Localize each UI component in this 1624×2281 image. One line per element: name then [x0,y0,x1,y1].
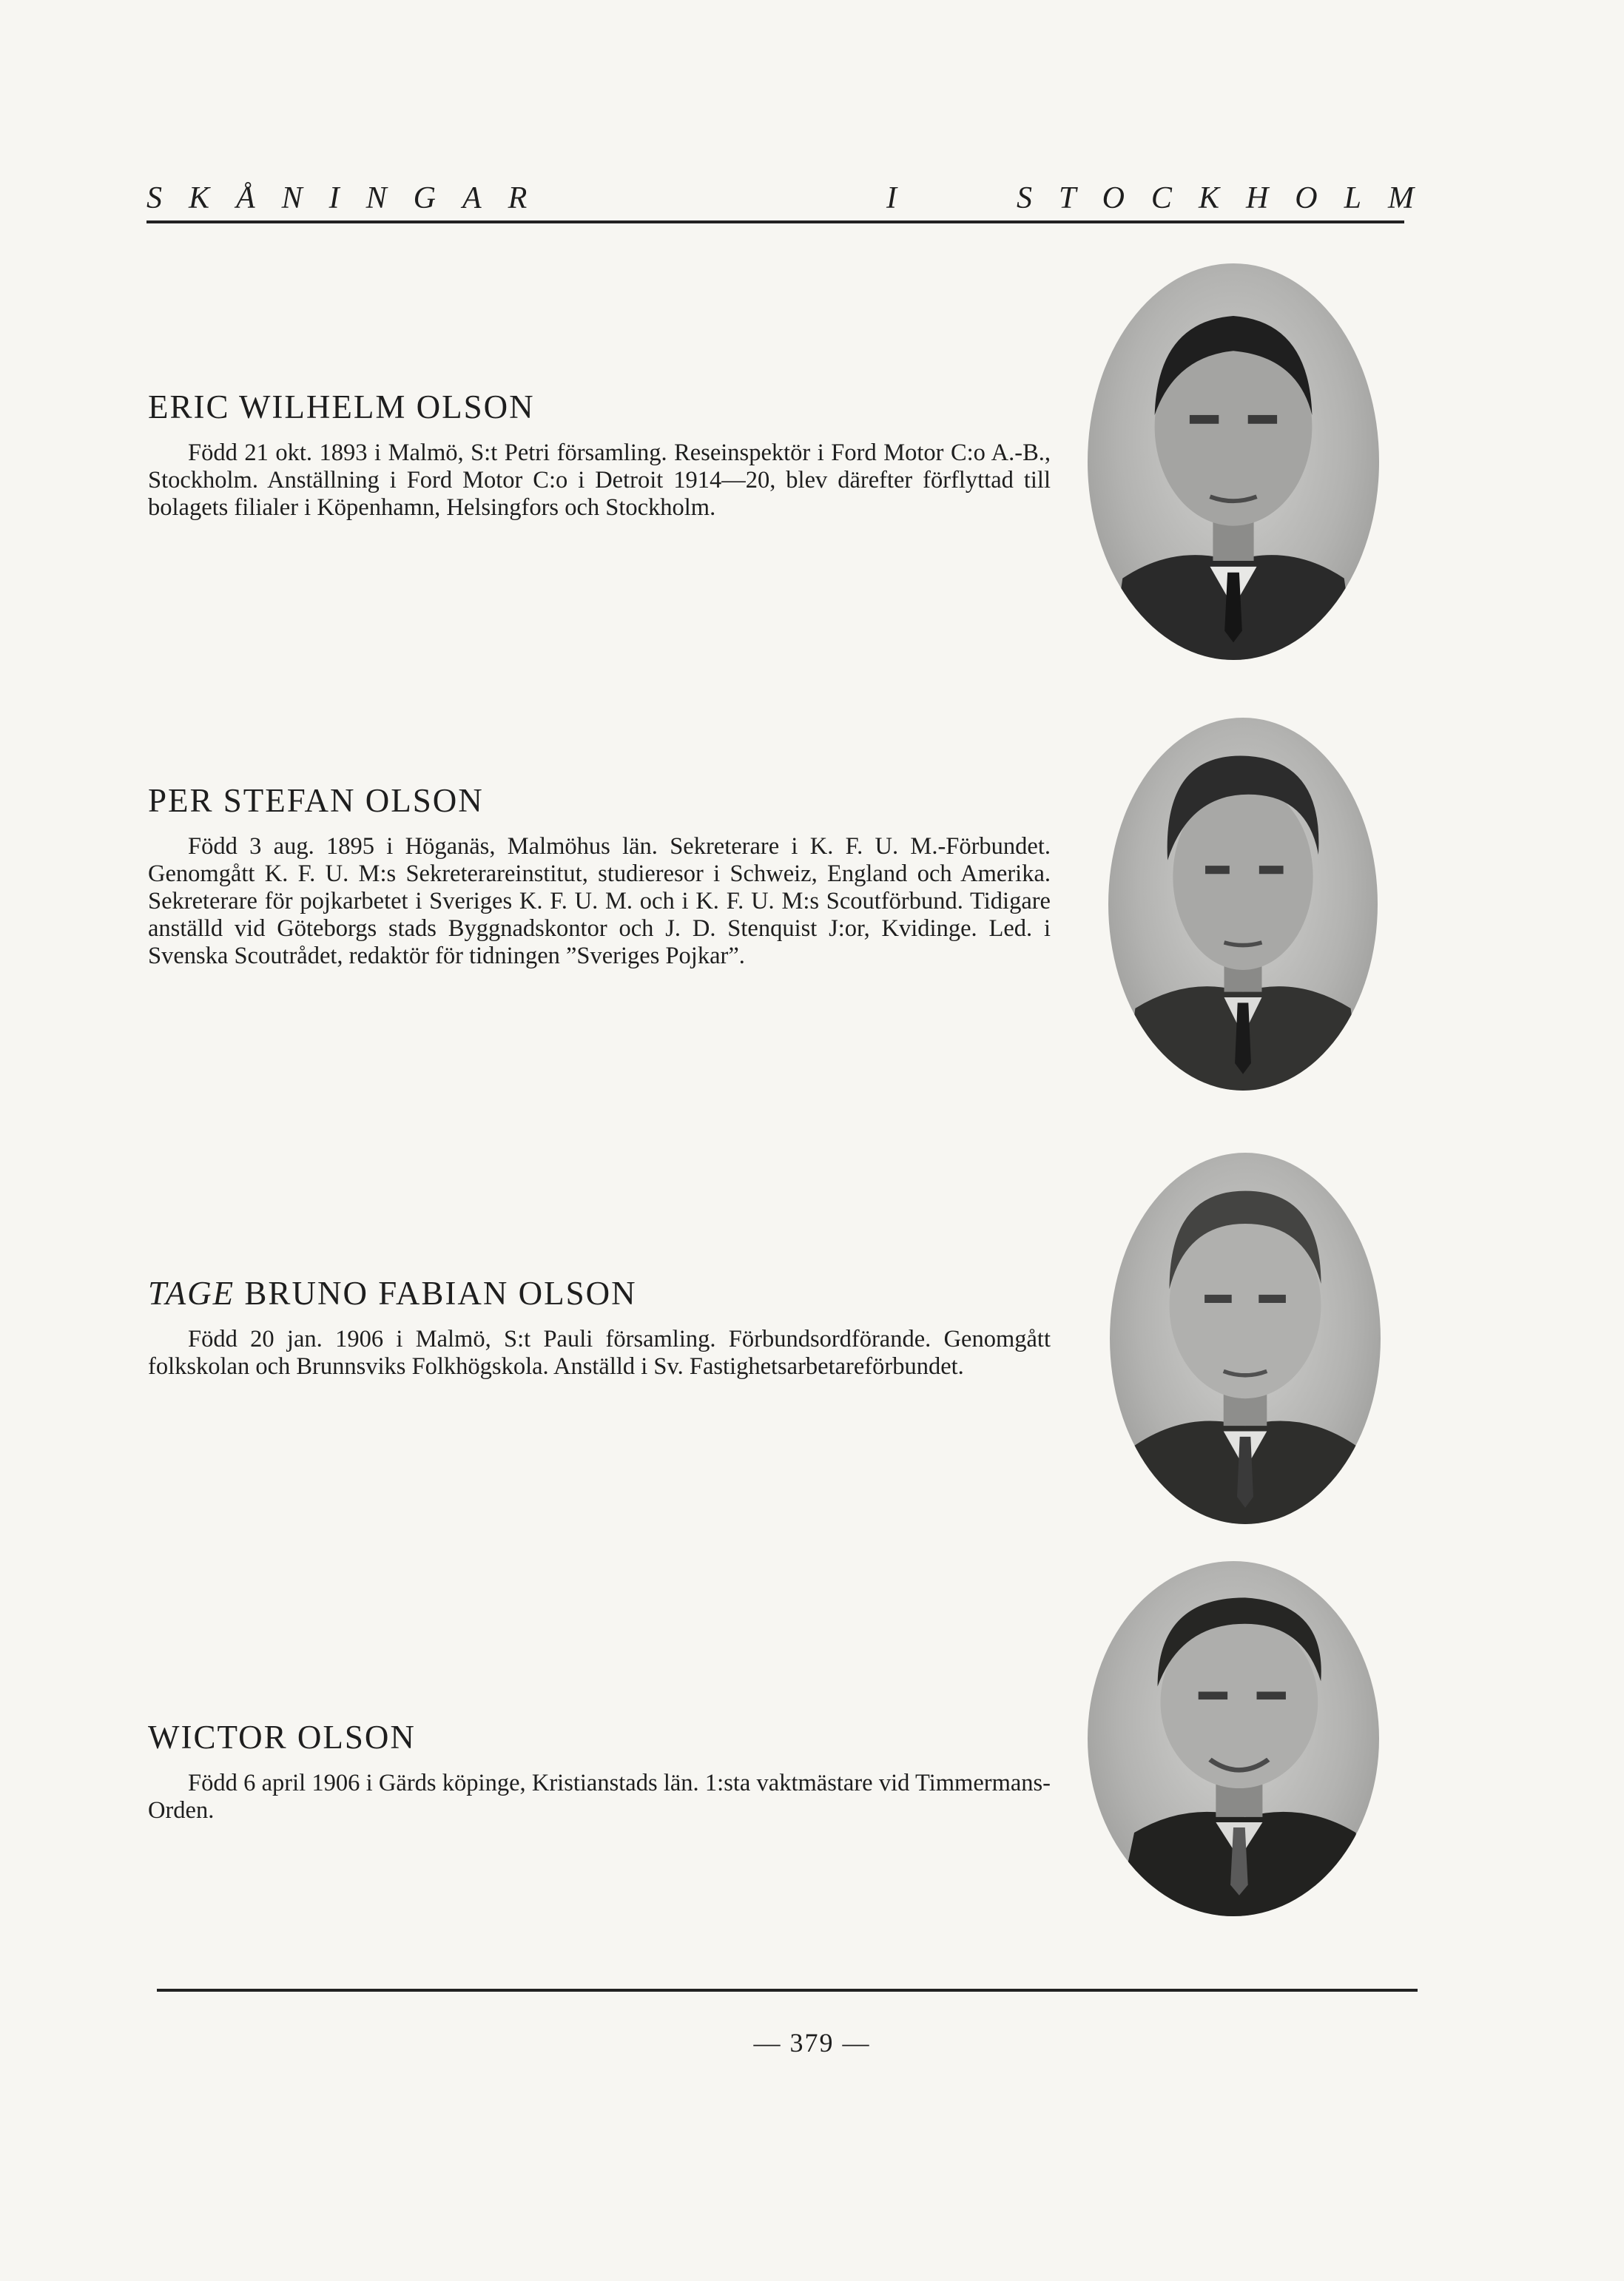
running-head-left: SKÅNINGAR [146,181,554,215]
biography-text: Född 6 april 1906 i Gärds köpinge, Kristianstads län. 1:sta vaktmästare vid Timmermans-Orden. [148,1770,1051,1824]
running-head-right: STOCKHOLM [1017,181,1441,215]
running-head-middle: I [886,181,897,215]
portrait-illustration [1110,1153,1381,1524]
biography-entry [148,781,1051,970]
person-name: WICTOR OLSON [148,1719,416,1756]
portrait-illustration [1108,718,1378,1091]
biography-entry [148,388,1051,522]
page-number: — 379 — [753,2028,871,2058]
person-name: ERIC WILHELM OLSON [148,388,535,425]
portrait-photo [1088,263,1379,660]
person-name: TAGE BRUNO FABIAN OLSON [148,1275,637,1312]
portrait-illustration [1088,263,1379,660]
biography-entry [148,1274,1051,1381]
portrait-photo [1088,1561,1379,1916]
person-name: PER STEFAN OLSON [148,782,484,819]
running-head [146,175,1441,226]
biography-text: Född 20 jan. 1906 i Malmö, S:t Pauli församling. Förbundsordförande. Genomgått folkskolan och Brunnsviks Folkhögskola. Anställd i Sv. Fastighetsarbetareförbundet. [148,1326,1051,1380]
biography-text: Född 3 aug. 1895 i Höganäs, Malmöhus län. Sekreterare i K. F. U. M.-Förbundet. Genomgått K. F. U. M:s Sekreterareinstitut, studieresor i Schweiz, England och Amerika. Sekreterare för pojkarbetet i Sveriges K. F. U. M. och i K. F. U. M:s Scoutförbund. Tidigare anställd vid Göteborgs stads Byggnadskontor och J. D. Stenquist J:or, Kvidinge. Led. i Svenska Scoutrådet, redaktör för tidningen ”Sveriges Pojkar”. [148,833,1051,969]
portrait-illustration [1088,1561,1379,1916]
footer-rule [157,1989,1418,1992]
portrait-photo [1110,1153,1381,1524]
header-rule [146,220,1404,223]
biography-text: Född 21 okt. 1893 i Malmö, S:t Petri församling. Reseinspektör i Ford Motor C:o A.-B., Stockholm. Anställning i Ford Motor C:o i Detroit 1914—20, blev därefter förflyttad till bolagets filialer i Köpenhamn, Helsingfors och Stockholm. [148,439,1051,521]
biography-entry [148,1718,1051,1825]
portrait-photo [1108,718,1378,1091]
